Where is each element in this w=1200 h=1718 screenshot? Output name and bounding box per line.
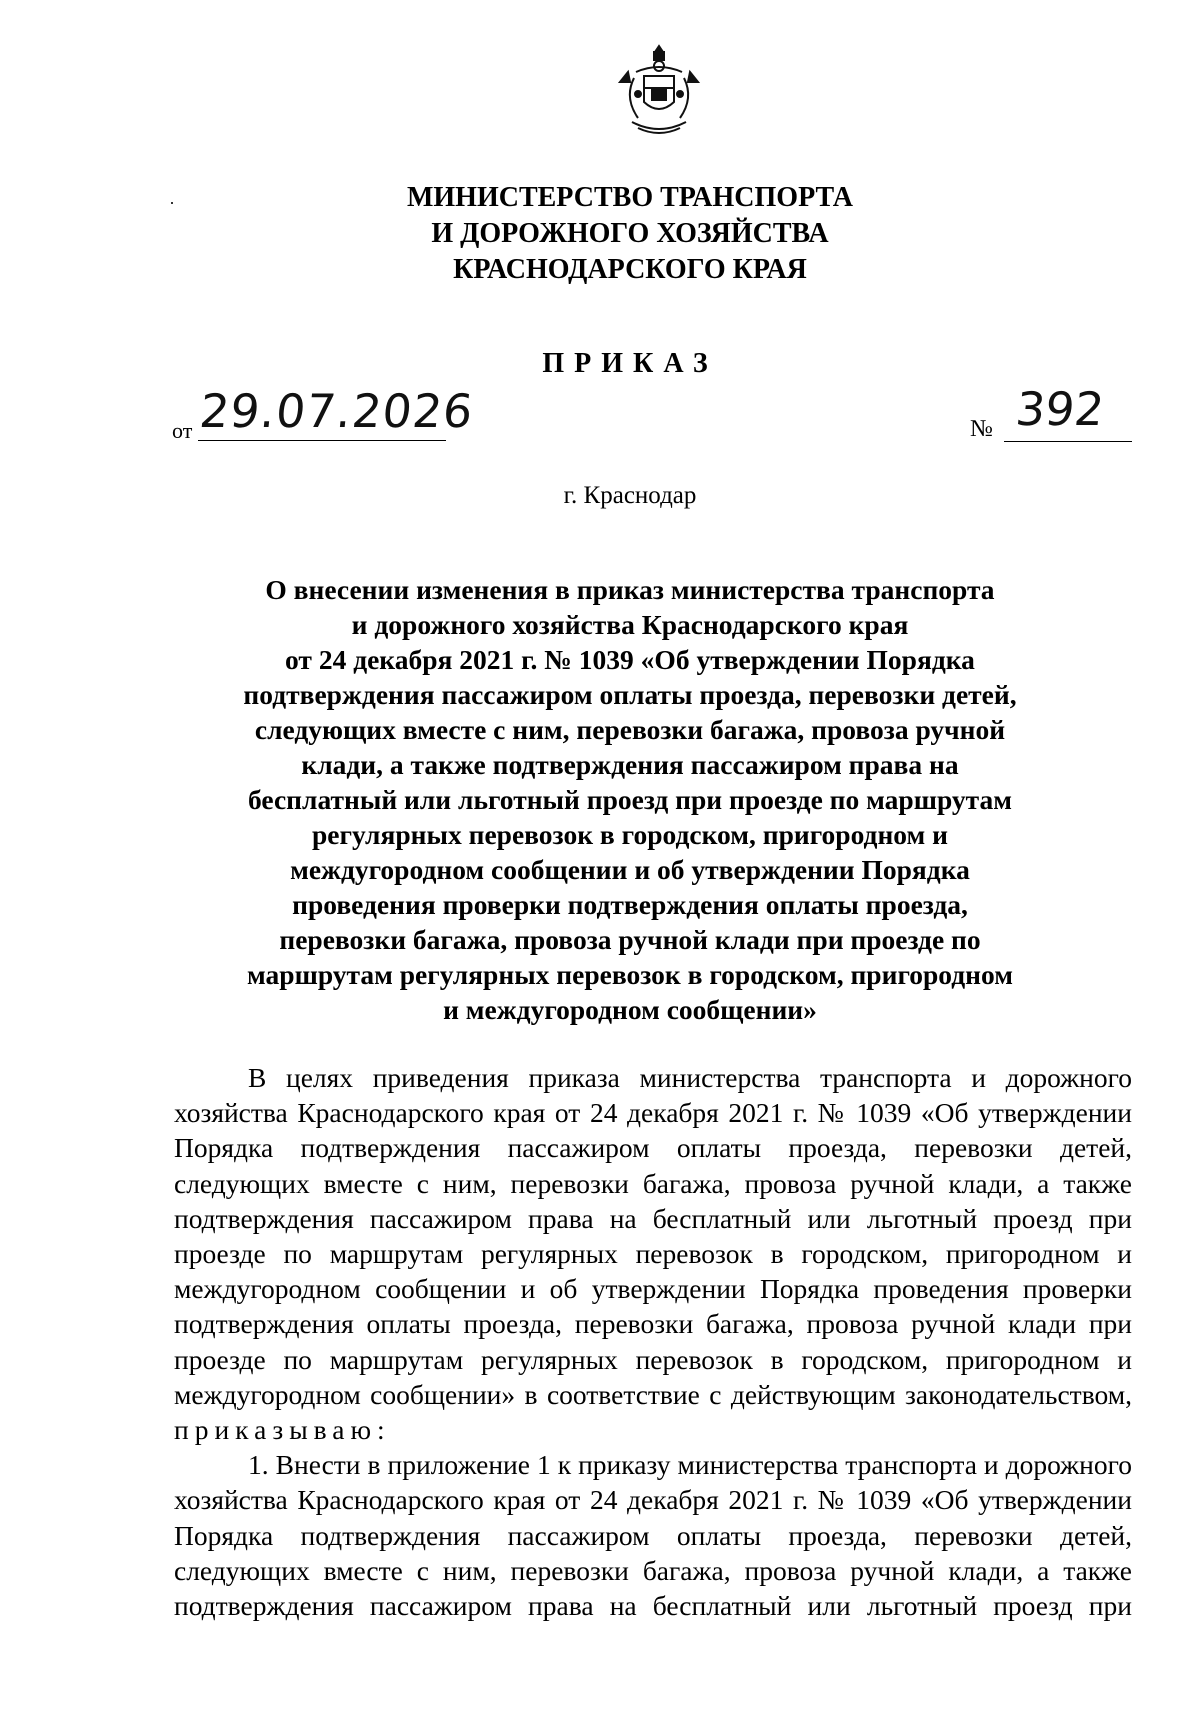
preamble-line: проезде по маршрутам регулярных перевозок в городском, пригородном и	[174, 1238, 1132, 1270]
subject-line: регулярных перевозок в городском, пригородном и	[312, 819, 948, 850]
subject-line: и дорожного хозяйства Краснодарского края	[351, 609, 909, 640]
preamble-line: междугородном сообщении и об утверждении Порядка проведения проверки	[174, 1273, 1132, 1305]
preamble-line: Порядка подтверждения пассажиром оплаты проезда, перевозки детей,	[174, 1132, 1132, 1164]
preamble-line: следующих вместе с ним, перевозки багажа, провоза ручной клади, а также	[174, 1167, 1132, 1199]
ministry-line: И ДОРОЖНОГО ХОЗЯЙСТВА	[431, 218, 829, 249]
preamble-line: подтверждения оплаты проезда, перевозки багажа, провоза ручной клади при	[174, 1308, 1132, 1340]
item-line: Порядка подтверждения пассажиром оплаты проезда, перевозки детей,	[174, 1519, 1132, 1551]
subject-line: перевозки багажа, провоза ручной клади при проезде по	[279, 924, 981, 955]
city: г. Краснодар	[563, 482, 697, 509]
item-line: подтверждения пассажиром права на бесплатный или льготный проезд при	[174, 1590, 1132, 1622]
item-line: 1. Внести в приложение 1 к приказу министерства транспорта и дорожного	[248, 1449, 1132, 1481]
item-line: хозяйства Краснодарского края от 24 декабря 2021 г. № 1039 «Об утверждении	[174, 1484, 1132, 1516]
ministry-line: КРАСНОДАРСКОГО КРАЯ	[453, 254, 807, 285]
item-line: следующих вместе с ним, перевозки багажа, провоза ручной клади, а также	[174, 1554, 1132, 1586]
order-body	[174, 1060, 1132, 1623]
subject-line: от 24 декабря 2021 г. № 1039 «Об утверждении Порядка	[285, 644, 975, 675]
date-underline	[198, 440, 446, 441]
preamble-line: В целях приведения приказа министерства транспорта и дорожного	[248, 1062, 1132, 1093]
document-type: ПРИКАЗ	[542, 348, 718, 379]
number-underline	[1004, 441, 1132, 442]
subject-line: проведения проверки подтверждения оплаты проезда,	[292, 889, 968, 920]
coat-of-arms-icon	[614, 42, 704, 142]
preamble-line: проезде по маршрутам регулярных перевозок в городском, пригородном и	[174, 1343, 1132, 1375]
preamble-line: хозяйства Краснодарского края от 24 декабря 2021 г. № 1039 «Об утверждении	[174, 1097, 1132, 1129]
subject-line: маршрутам регулярных перевозок в городском, пригородном	[247, 959, 1013, 990]
ministry-line: МИНИСТЕРСТВО ТРАНСПОРТА	[406, 182, 854, 213]
subject-line: и междугородном сообщении»	[443, 994, 817, 1025]
scan-speck	[171, 202, 173, 204]
subject-line: междугородном сообщении и об утверждении Порядка	[290, 854, 970, 885]
subject-line: следующих вместе с ним, перевозки багажа, провоза ручной	[254, 714, 1006, 745]
subject-line: бесплатный или льготный проезд при проезде по маршрутам	[248, 784, 1012, 815]
subject-line: клади, а также подтверждения пассажиром права на	[301, 749, 959, 780]
order-word: приказываю:	[174, 1414, 391, 1446]
subject-line: О внесении изменения в приказ министерства транспорта	[265, 574, 995, 605]
preamble-line: подтверждения пассажиром права на бесплатный или льготный проезд при	[174, 1202, 1132, 1234]
order-subject	[240, 572, 1020, 1027]
handwritten-number: 392	[1013, 382, 1107, 436]
date-label: от	[172, 418, 193, 443]
subject-line: подтверждения пассажиром оплаты проезда, перевозки детей,	[243, 679, 1017, 710]
preamble-line: междугородном сообщении» в соответствие с действующим законодательством,	[174, 1378, 1132, 1410]
ministry-name	[380, 180, 880, 288]
number-label: №	[970, 416, 993, 442]
handwritten-date: 29.07.2026	[197, 384, 477, 438]
